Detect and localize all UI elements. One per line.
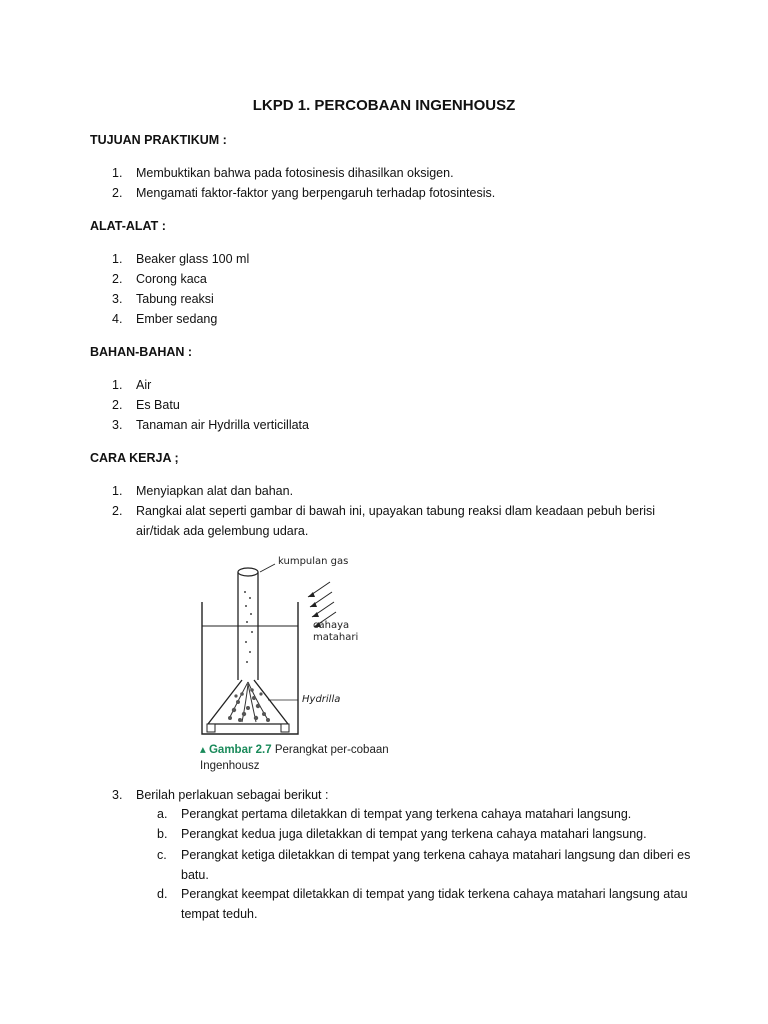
list-text: Tanaman air Hydrilla verticillata [136,418,309,432]
list-text: Beaker glass 100 ml [136,252,250,266]
sub-list-text: Perangkat ketiga diletakkan di tempat yang terkena cahaya matahari langsung dan diberi es batu. [181,848,691,882]
heading-bahan: BAHAN-BAHAN : [90,345,193,359]
list-number: 1. [112,166,123,180]
list-number: 1. [112,378,123,392]
figure-caption [200,742,390,774]
funnel-support-left [207,724,215,732]
list-number: 4. [112,312,123,326]
label-kumpulan-gas: kumpulan gas [278,556,349,567]
pointer-gas [260,564,275,572]
list-text: Ember sedang [136,312,218,326]
list-text: Mengamati faktor-faktor yang berpengaruh terhadap fotosintesis. [136,186,496,200]
heading-tujuan: TUJUAN PRAKTIKUM : [90,133,227,147]
list-text: Tabung reaksi [136,292,214,306]
heading-cara-kerja: CARA KERJA ; [90,451,179,465]
list-number: 2. [112,504,123,518]
list-text: Berilah perlakuan sebagai berikut : [136,788,329,802]
label-hydrilla: Hydrilla [302,694,341,705]
sub-list-text: Perangkat kedua juga diletakkan di tempat yang terkena cahaya matahari langsung. [181,827,647,841]
list-text: Air [136,378,152,392]
list-number: 2. [112,398,123,412]
sub-list-letter: b. [157,827,168,841]
list-number: 2. [112,186,123,200]
heading-alat: ALAT-ALAT : [90,219,166,233]
beaker-outline [202,602,298,734]
list-number: 2. [112,272,123,286]
caption-lead: Gambar 2.7 [208,744,272,756]
list-number: 1. [112,484,123,498]
list-number: 3. [112,292,123,306]
test-tube-mouth [238,568,258,576]
sub-list-letter: d. [157,887,168,901]
label-cahaya: cahaya [313,620,350,631]
gas-bubbles [244,591,253,663]
sub-list-text: Perangkat pertama diletakkan di tempat yang terkena cahaya matahari langsung. [181,807,632,821]
list-text: Corong kaca [136,272,207,286]
sub-list-letter: a. [157,807,168,821]
list-text: Rangkai alat seperti gambar di bawah ini, upayakan tabung reaksi dlam keadaan pebuh berisi air/tidak ada gelembung udara. [136,504,656,538]
caption-marker-icon: ▴ [200,744,206,756]
list-text: Menyiapkan alat dan bahan. [136,484,294,498]
page-title: LKPD 1. PERCOBAAN INGENHOUSZ [252,97,516,114]
caption-text: Perangkat per-cobaan Ingenhousz [200,744,389,772]
label-matahari: matahari [313,632,359,643]
sub-list-letter: c. [157,848,167,862]
list-number: 3. [112,418,123,432]
sub-list-text: Perangkat keempat diletakkan di tempat yang tidak terkena cahaya matahari langsung atau tempat teduh. [181,887,688,921]
funnel-support-right [281,724,289,732]
list-text: Es Batu [136,398,180,412]
ingenhousz-apparatus-figure [190,552,390,782]
list-number: 1. [112,252,123,266]
list-text: Membuktikan bahwa pada fotosinesis dihasilkan oksigen. [136,166,454,180]
list-number: 3. [112,788,123,802]
apparatus-diagram [190,552,390,742]
